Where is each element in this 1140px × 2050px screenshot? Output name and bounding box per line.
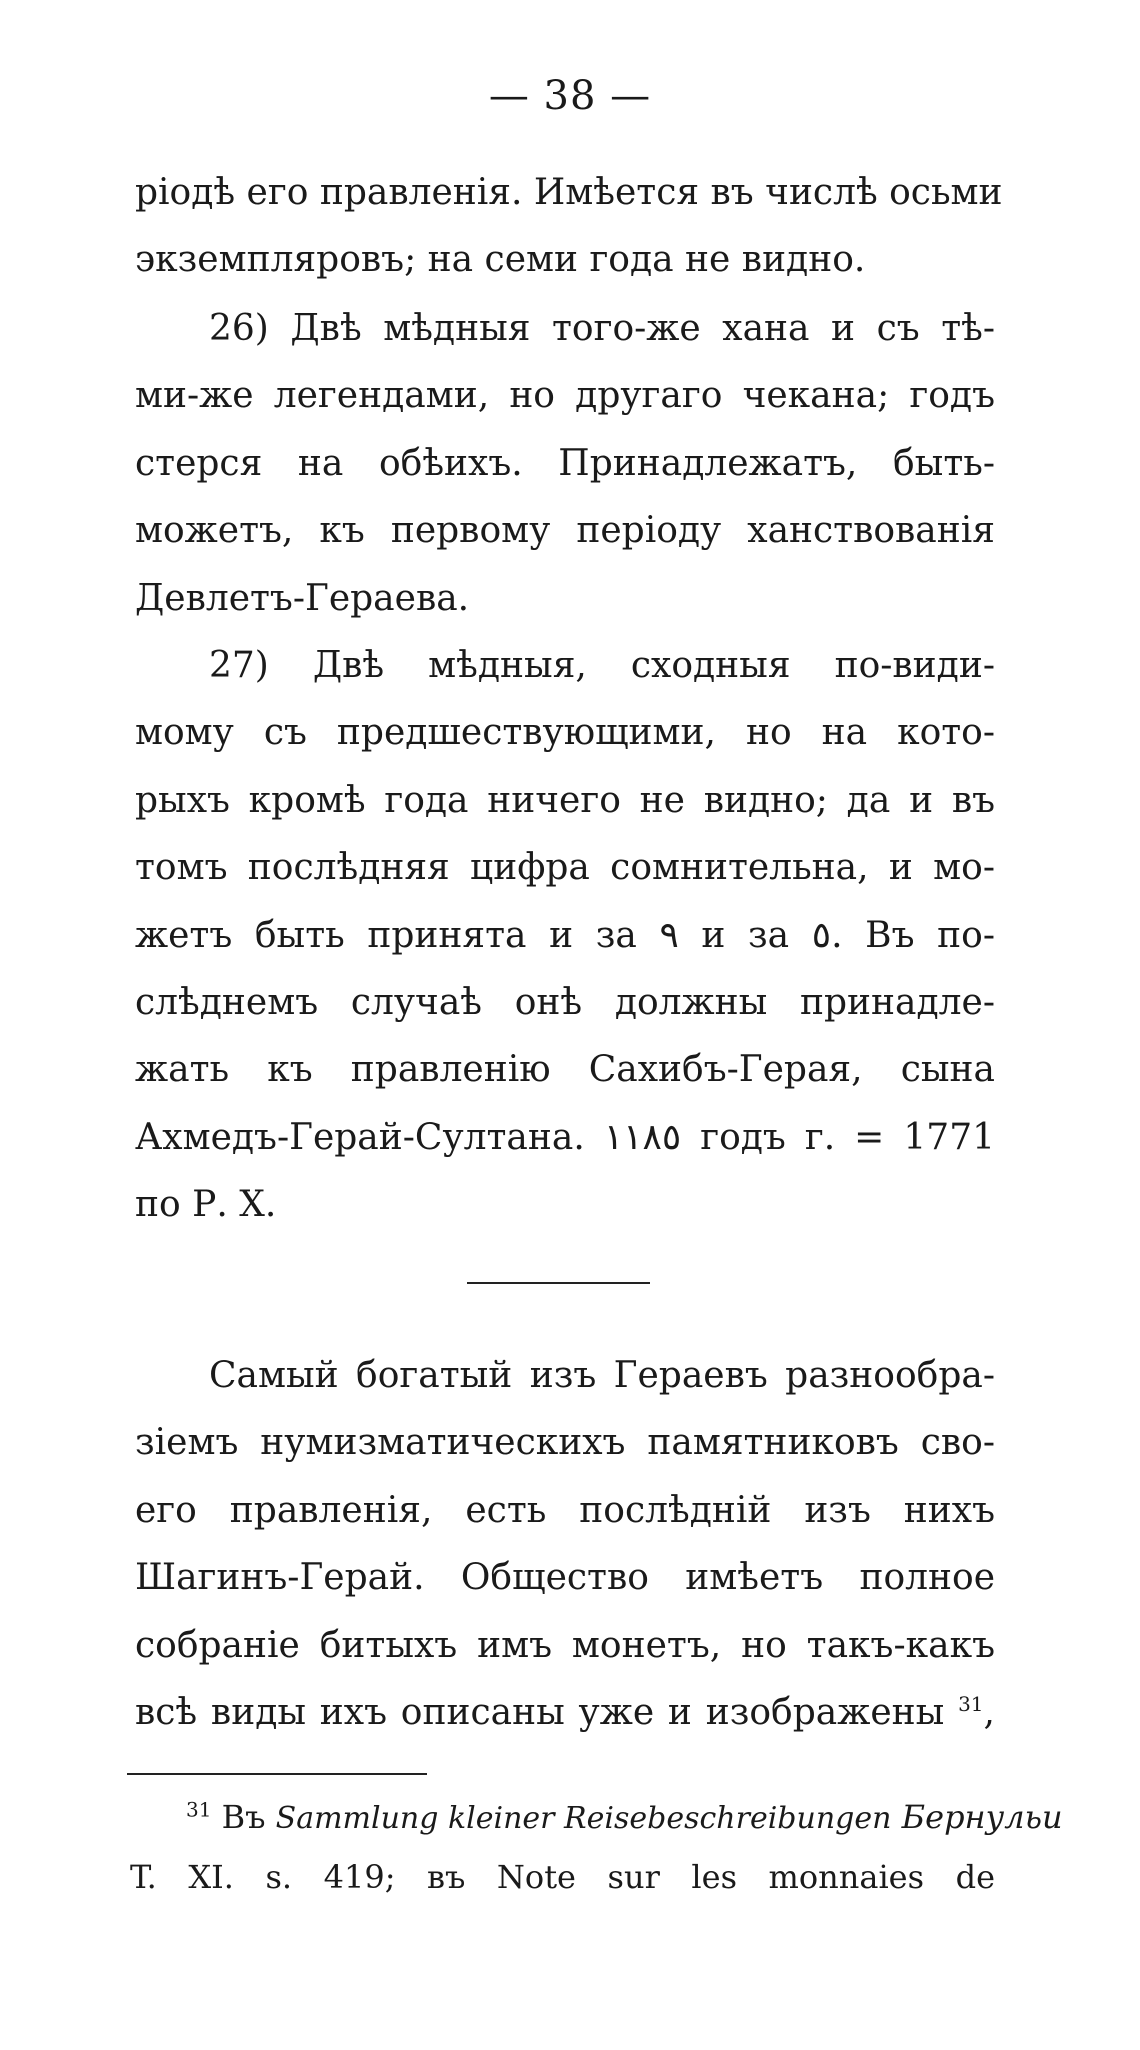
text-line: жетъ быть принята и за ٩ и за ٥. Въ по- [135, 914, 995, 956]
footnote-line: T. XI. s. 419; въ Note sur les monnaies de [130, 1858, 995, 1896]
paragraph-item-27 [135, 632, 995, 1239]
text-line: стерся на обѣихъ. Принадлежатъ, быть- [135, 442, 995, 484]
text-line: 27) Двѣ мѣдныя, сходныя по-види- [209, 645, 995, 686]
footnote [130, 1788, 1063, 1906]
trailing-punctuation: , [983, 1692, 995, 1734]
footnote-marker: 31 [186, 1797, 212, 1822]
section-divider [467, 1282, 650, 1284]
footnote-fraktur-title: Sammlung kleiner Reisebeschreibungen [275, 1801, 892, 1836]
footnote-reference: 31 [958, 1692, 984, 1717]
text-line: ріодѣ его правленія. Имѣется въ числѣ осьми [135, 172, 1003, 213]
footnote-author: Бернульи [901, 1798, 1063, 1836]
paragraph-item-26 [135, 295, 995, 632]
text-line: слѣднемъ случаѣ онѣ должны принадле- [135, 982, 995, 1024]
text-line: всѣ виды ихъ описаны уже и изображены [135, 1692, 945, 1734]
footnote-lead: Въ [221, 1798, 266, 1836]
text-line: жать къ правленію Сахибъ-Герая, сына [135, 1049, 995, 1091]
text-line: по Р. Х. [135, 1184, 277, 1226]
text-line: Ахмедъ-Герай-Султана. ١١٨٥ годъ г. = 1771 [135, 1116, 995, 1158]
page-number: — 38 — [488, 73, 652, 119]
text-line: Девлетъ-Гераева. [135, 577, 470, 619]
text-line: Шагинъ-Герай. Общество имѣетъ полное [135, 1557, 995, 1599]
text-line: экземпляровъ; на семи года не видно. [135, 239, 866, 281]
text-line: его правленія, есть послѣдній изъ нихъ [135, 1489, 995, 1531]
paragraph-shagin-gerai [135, 1342, 995, 1746]
text-line: зіемъ нумизматическихъ памятниковъ сво- [135, 1422, 995, 1464]
footnote-separator [127, 1773, 427, 1775]
text-line: ми-же легендами, но другаго чекана; годъ [135, 375, 995, 417]
text-line-with-footnote-ref [135, 1679, 995, 1746]
text-line: мому съ предшествующими, но на кото- [135, 712, 995, 754]
text-line: 26) Двѣ мѣдныя того-же хана и съ тѣ- [209, 308, 995, 349]
text-line: рыхъ кромѣ года ничего не видно; да и въ [135, 779, 995, 821]
text-line: Самый богатый изъ Гераевъ разнообра- [209, 1355, 995, 1396]
text-line: можетъ, къ первому періоду ханствованія [135, 510, 995, 552]
footnote-line [130, 1788, 1063, 1848]
text-line: собраніе битыхъ имъ монетъ, но такъ-какъ [135, 1624, 995, 1666]
paragraph-continuation [135, 159, 1003, 294]
text-line: томъ послѣдняя цифра сомнительна, и мо- [135, 847, 995, 889]
